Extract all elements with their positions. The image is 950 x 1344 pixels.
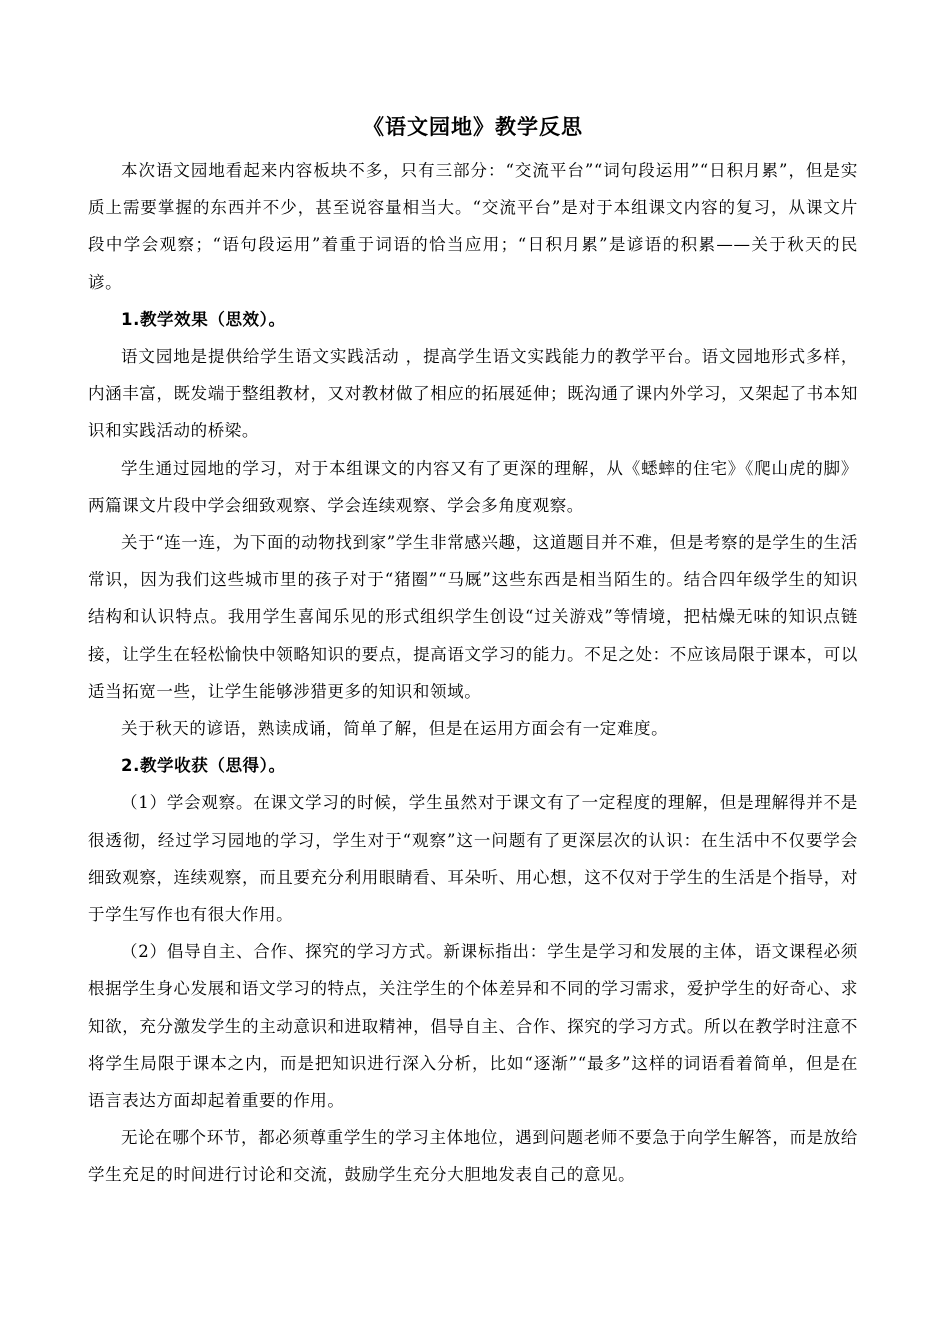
body-paragraph: （2）倡导自主、合作、探究的学习方式。新课标指出：学生是学习和发展的主体，语文课程必须根据学生身心发展和语文学习的特点，关注学生的个体差异和不同的学习需求，爱护学生的好奇心、求知欲，充分激发学生的主动意识和进取精神，倡导自主、合作、探究的学习方式。所以在教学时注意不将学生局限于课本之内，而是把知识进行深入分析，比如“逐渐”“最多”这样的词语看着简单，但是在语言表达方面却起着重要的作用。 — [88, 942, 858, 1111]
section-heading-teaching-gain: 2.教学收获（思得）。 — [121, 756, 286, 776]
body-paragraph: 学生通过园地的学习，对于本组课文的内容又有了更深的理解，从《蟋蟀的住宅》《爬山虎的脚》两篇课文片段中学会细致观察、学会连续观察、学会多角度观察。 — [88, 458, 858, 515]
document-title: 《语文园地》教学反思 — [363, 115, 583, 139]
section-heading-teaching-effect: 1.教学效果（思效）。 — [121, 309, 286, 329]
body-paragraph: （1）学会观察。在课文学习的时候，学生虽然对于课文有了一定程度的理解，但是理解得并不是很透彻，经过学习园地的学习，学生对于“观察”这一问题有了更深层次的认识：在生活中不仅要学会细致观察，连续观察，而且要充分利用眼睛看、耳朵听、用心想，这不仅对于学生的生活是个指导，对于学生写作也有很大作用。 — [88, 793, 858, 925]
body-paragraph: 无论在哪个环节，都必须尊重学生的学习主体地位，遇到问题老师不要急于向学生解答，而是放给学生充足的时间进行讨论和交流，鼓励学生充分大胆地发表自己的意见。 — [88, 1128, 858, 1185]
body-paragraph: 关于“连一连，为下面的动物找到家”学生非常感兴趣，这道题目并不难，但是考察的是学生的生活常识，因为我们这些城市里的孩子对于“猪圈”“马厩”这些东西是相当陌生的。结合四年级学生的知识结构和认识特点。我用学生喜闻乐见的形式组织学生创设“过关游戏”等情境，把枯燥无味的知识点链接，让学生在轻松愉快中领略知识的要点，提高语文学习的能力。不足之处：不应该局限于课本，可以适当拓宽一些，让学生能够涉猎更多的知识和领域。 — [88, 533, 858, 701]
body-paragraph: 关于秋天的谚语，熟读成诵，简单了解，但是在运用方面会有一定难度。 — [121, 719, 669, 739]
document-page — [88, 108, 858, 1194]
intro-paragraph: 本次语文园地看起来内容板块不多，只有三部分：“交流平台”“词句段运用”“日积月累”，但是实质上需要掌握的东西并不少，甚至说容量相当大。“交流平台”是对于本组课文内容的复习，从课文片段中学会观察；“语句段运用”着重于词语的恰当应用；“日积月累”是谚语的积累——关于秋天的民谚。 — [88, 161, 858, 292]
body-paragraph: 语文园地是提供给学生语文实践活动 ，提高学生语文实践能力的教学平台。语文园地形式多样，内涵丰富，既发端于整组教材，又对教材做了相应的拓展延伸；既沟通了课内外学习，又架起了书本知识和实践活动的桥梁。 — [88, 347, 858, 441]
